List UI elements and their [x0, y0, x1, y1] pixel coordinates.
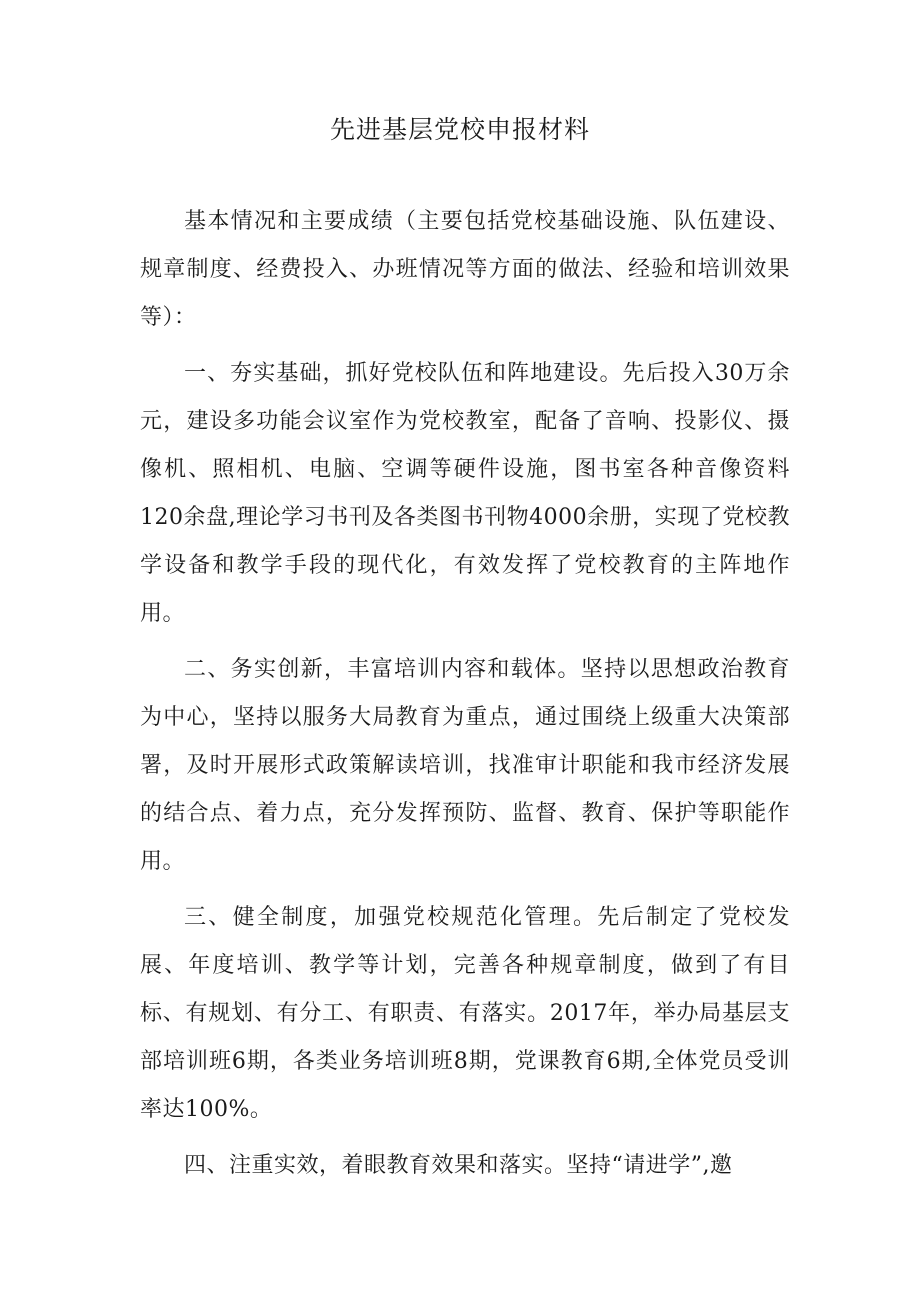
paragraph-section-3: 三、健全制度，加强党校规范化管理。先后制定了党校发展、年度培训、教学等计划，完善各种规章制度，做到了有目标、有规划、有分工、有职责、有落实。2017年，举办局基层支部培训班6期，各类业务培训班8期，党课教育6期,全体党员受训率达100%。: [140, 905, 790, 1122]
paragraph-section-2: 二、务实创新，丰富培训内容和载体。坚持以思想政治教育为中心，坚持以服务大局教育为重点，通过围绕上级重大决策部署，及时开展形式政策解读培训，找准审计职能和我市经济发展的结合点、着力点，充分发挥预防、监督、教育、保护等职能作用。: [140, 657, 790, 874]
paragraph-section-4: 四、注重实效，着眼教育效果和落实。坚持“请进学”,邀: [184, 1153, 733, 1178]
paragraph-section-1: 一、夯实基础，抓好党校队伍和阵地建设。先后投入30万余元，建设多功能会议室作为党校教室，配备了音响、投影仪、摄像机、照相机、电脑、空调等硬件设施，图书室各种音像资料120余盘,理论学习书刊及各类图书刊物4000余册，实现了党校教学设备和教学手段的现代化，有效发挥了党校教育的主阵地作用。: [140, 361, 790, 626]
document-body: [140, 198, 790, 1198]
document-title: 先进基层党校申报材料: [329, 115, 590, 144]
paragraph-intro: 基本情况和主要成绩（主要包括党校基础设施、队伍建设、规章制度、经费投入、办班情况等方面的做法、经验和培训效果等）：: [140, 209, 790, 330]
